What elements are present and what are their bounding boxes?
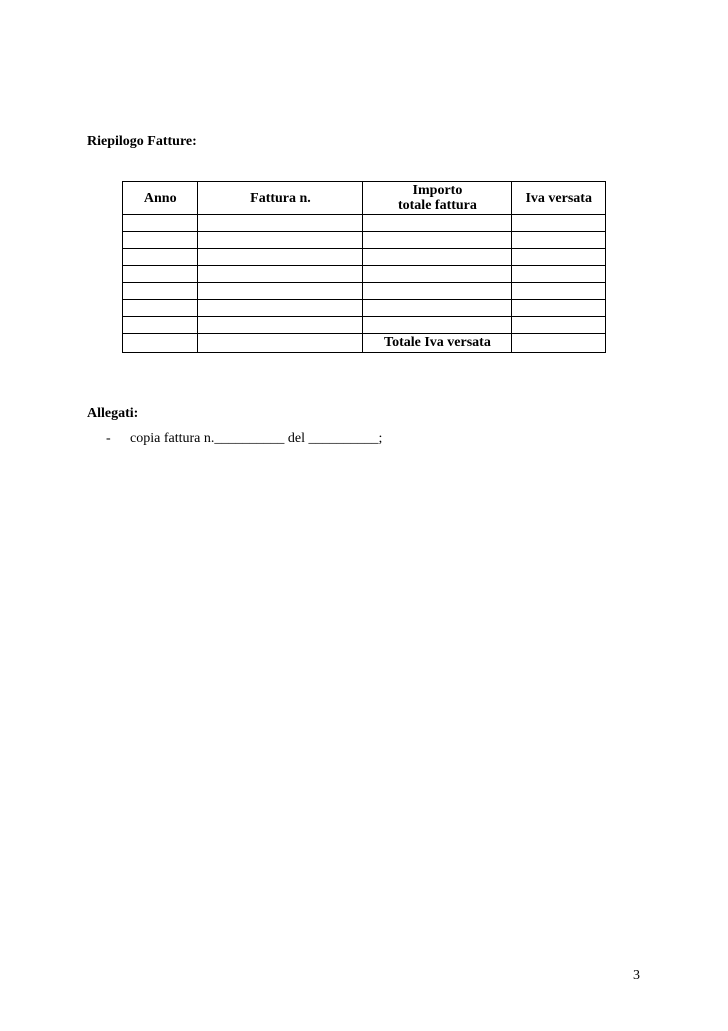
table-cell[interactable] xyxy=(123,232,198,249)
total-iva-label: Totale Iva versata xyxy=(363,334,512,353)
table-row xyxy=(123,249,606,266)
column-header-importo xyxy=(363,182,512,215)
table-cell[interactable] xyxy=(123,283,198,300)
column-header-anno: Anno xyxy=(123,182,198,215)
table-cell[interactable] xyxy=(512,215,606,232)
table-cell[interactable] xyxy=(512,266,606,283)
table-cell[interactable] xyxy=(198,283,363,300)
column-header-iva: Iva versata xyxy=(512,182,606,215)
table-cell[interactable] xyxy=(363,215,512,232)
table-row xyxy=(123,232,606,249)
table-row xyxy=(123,317,606,334)
table-cell[interactable] xyxy=(198,317,363,334)
table-cell[interactable] xyxy=(363,266,512,283)
table-cell[interactable] xyxy=(198,300,363,317)
table-cell[interactable] xyxy=(512,249,606,266)
table-cell[interactable] xyxy=(123,300,198,317)
attachment-item-text: copia fattura n.__________ del __________; xyxy=(130,431,383,446)
page-number: 3 xyxy=(633,968,640,983)
table-cell[interactable] xyxy=(512,283,606,300)
attachment-list-item xyxy=(106,431,382,447)
table-cell[interactable] xyxy=(512,317,606,334)
column-header-importo-line2: totale fattura xyxy=(397,198,477,213)
attachments-title: Allegati: xyxy=(87,406,139,421)
table-cell[interactable] xyxy=(363,249,512,266)
total-iva-value-cell[interactable] xyxy=(512,334,606,353)
table-row xyxy=(123,266,606,283)
invoice-summary-title: Riepilogo Fatture: xyxy=(87,134,197,149)
invoice-summary-table xyxy=(122,181,606,353)
table-cell[interactable] xyxy=(363,317,512,334)
table-header-row xyxy=(123,182,606,215)
table-cell[interactable] xyxy=(363,300,512,317)
table-cell[interactable] xyxy=(363,232,512,249)
table-cell[interactable] xyxy=(123,334,198,353)
table-cell[interactable] xyxy=(198,266,363,283)
table-cell[interactable] xyxy=(123,249,198,266)
bullet-dash: - xyxy=(106,431,111,446)
table-row xyxy=(123,215,606,232)
table-row xyxy=(123,283,606,300)
table-cell[interactable] xyxy=(123,266,198,283)
table-cell[interactable] xyxy=(512,300,606,317)
table-row xyxy=(123,300,606,317)
column-header-fattura: Fattura n. xyxy=(198,182,363,215)
table-cell[interactable] xyxy=(123,215,198,232)
total-row xyxy=(123,334,606,353)
table-cell[interactable] xyxy=(198,215,363,232)
table-cell[interactable] xyxy=(198,232,363,249)
table-cell[interactable] xyxy=(123,317,198,334)
column-header-importo-line1: Importo xyxy=(412,183,463,198)
table-cell[interactable] xyxy=(512,232,606,249)
table-cell[interactable] xyxy=(363,283,512,300)
table-cell[interactable] xyxy=(198,334,363,353)
table-cell[interactable] xyxy=(198,249,363,266)
